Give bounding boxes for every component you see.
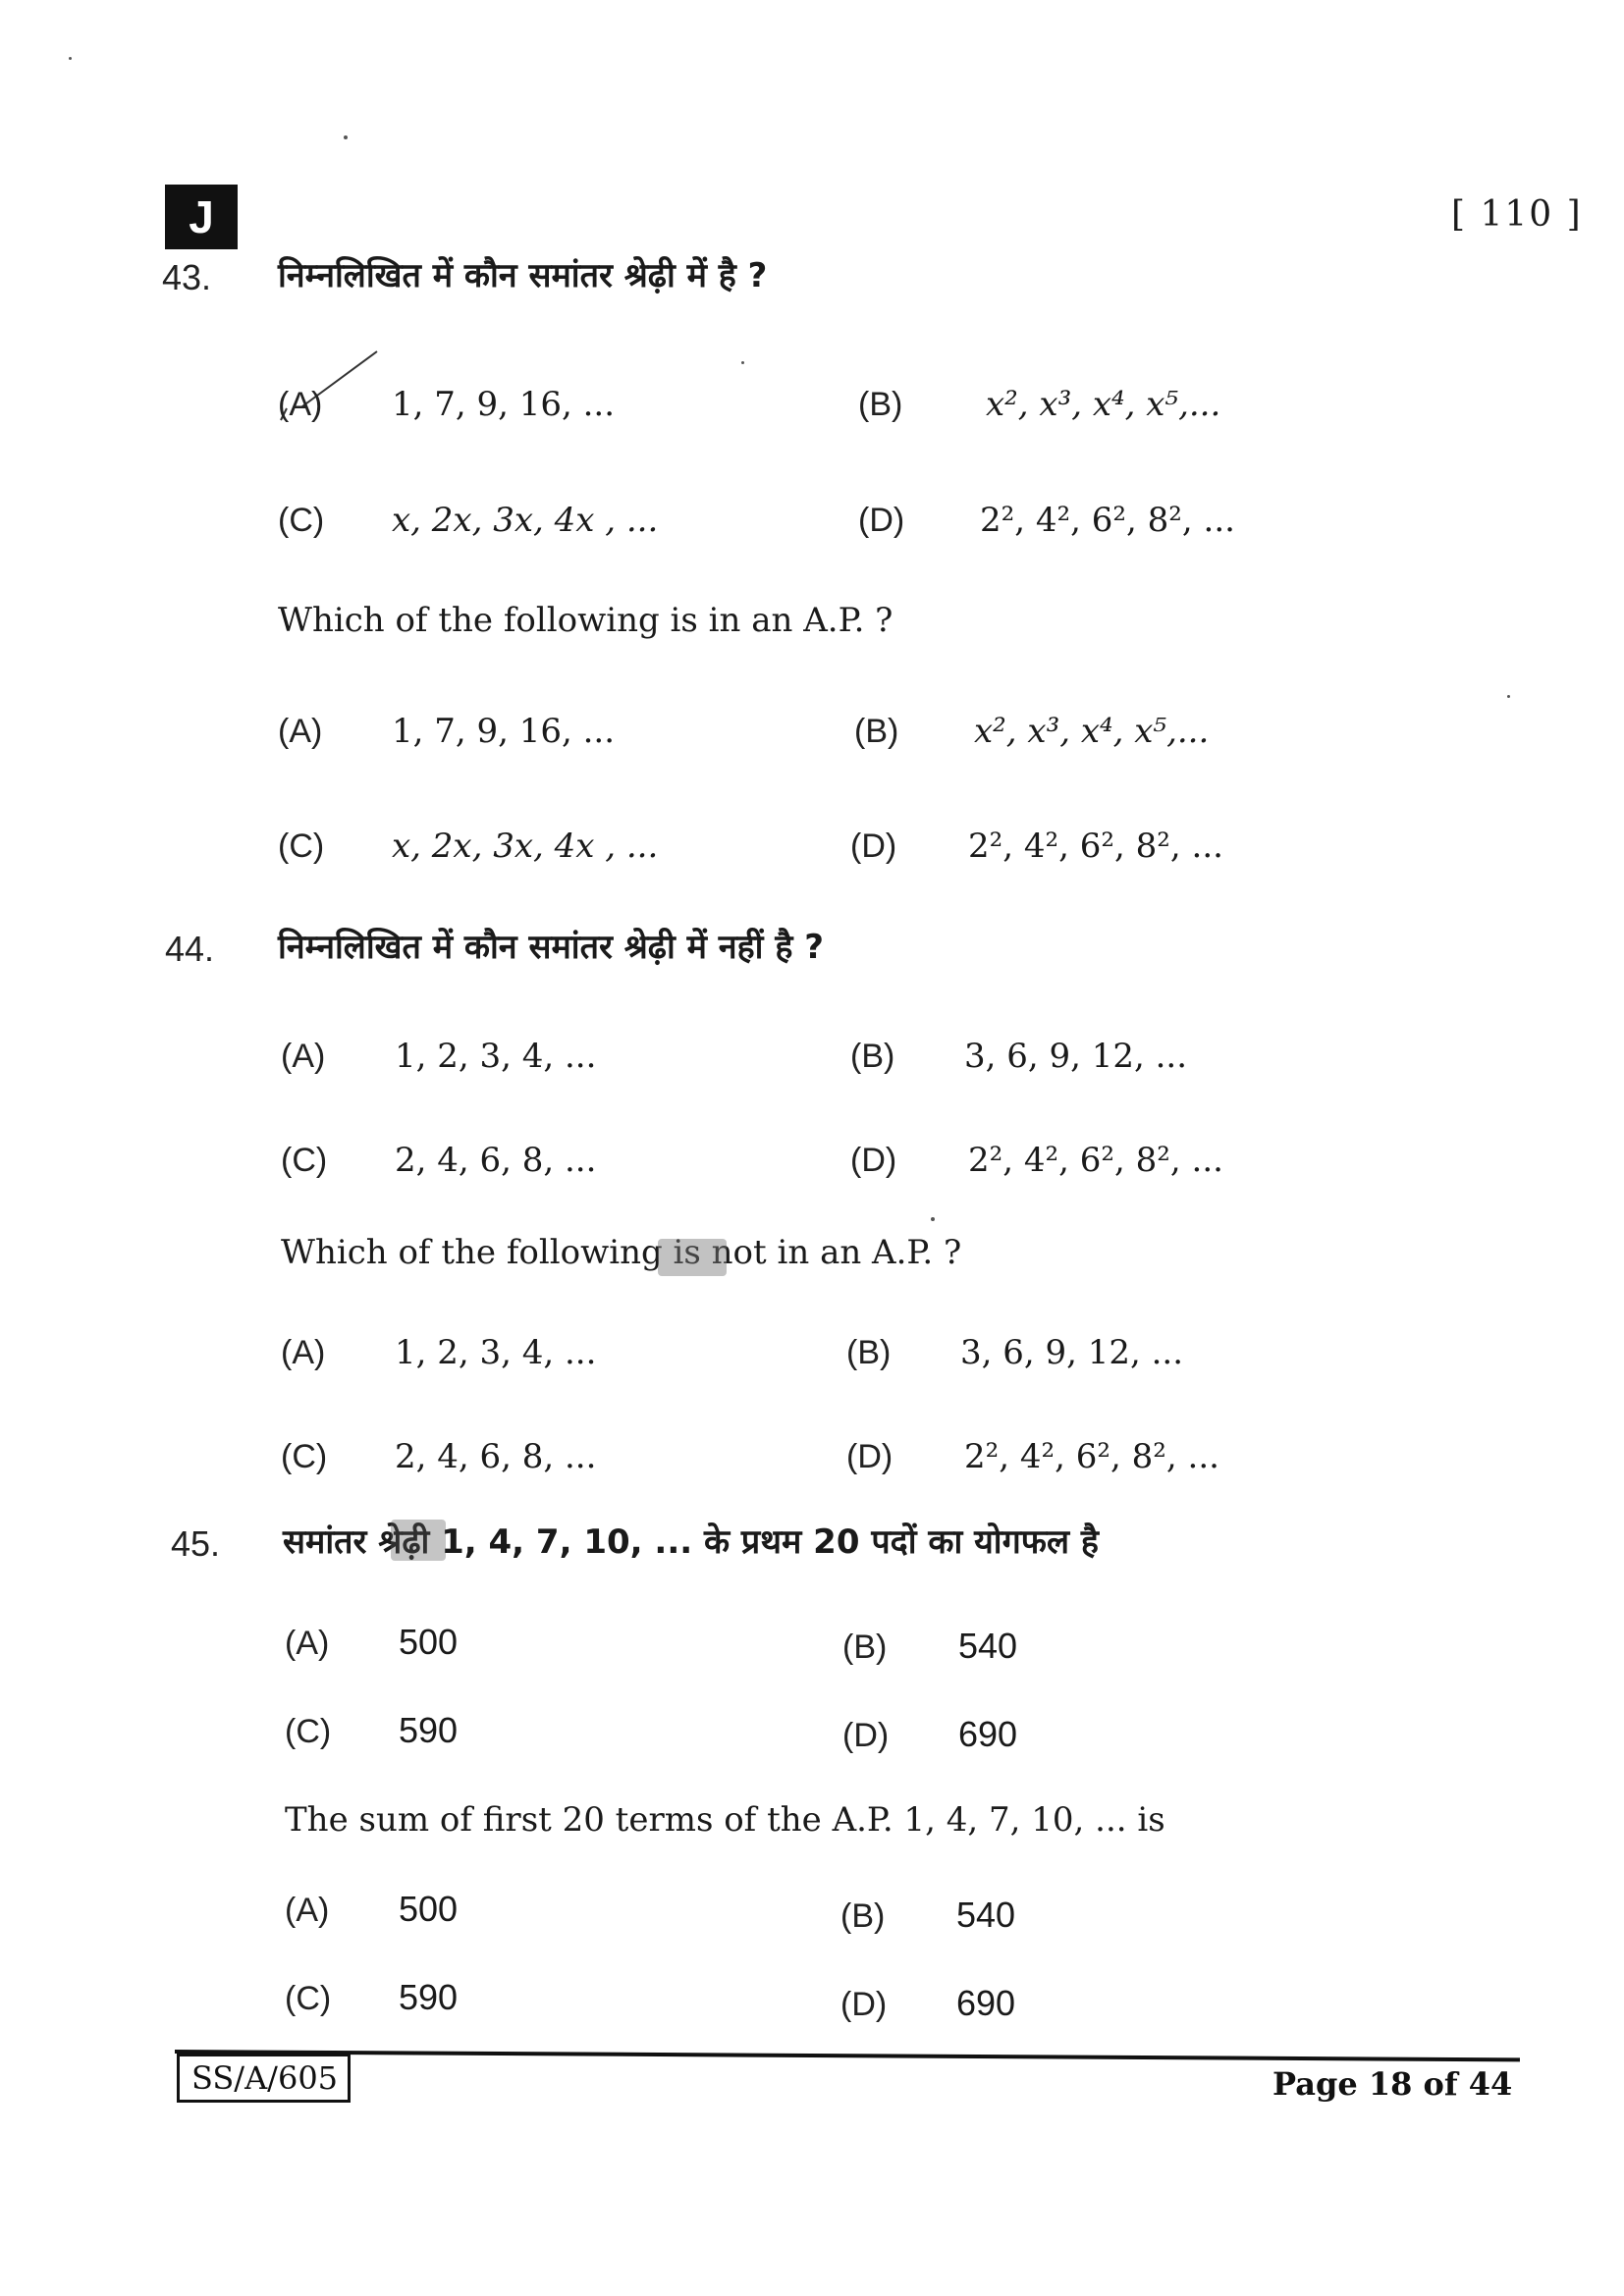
option-a (281, 1333, 596, 1372)
option-value: 1, 2, 3, 4, ... (395, 1037, 597, 1076)
option-value: 1, 7, 9, 16, ... (392, 385, 616, 424)
scan-speck (69, 57, 72, 60)
option-label: (C) (278, 502, 325, 539)
option-value: 2², 4², 6², 8², ... (968, 827, 1223, 866)
option-label: (A) (278, 713, 323, 750)
option-label: (D) (846, 1438, 893, 1475)
option-label: (D) (840, 1986, 888, 2023)
option-value: 590 (399, 1710, 459, 1750)
option-label: (C) (285, 1713, 332, 1750)
footer-divider (175, 2050, 1520, 2061)
option-d (840, 1983, 1015, 2024)
option-value: 1, 7, 9, 16, ... (392, 712, 616, 751)
option-d (850, 1141, 1223, 1180)
option-value: 500 (399, 1889, 459, 1929)
option-label: (B) (846, 1334, 892, 1371)
option-label: (B) (858, 386, 903, 423)
scan-speck (931, 1217, 935, 1221)
option-c (278, 827, 658, 866)
option-value: x², x³, x⁴, x⁵,... (986, 385, 1221, 424)
question-text-english: Which of the following is in an A.P. ? (278, 601, 893, 640)
question-number: 43. (162, 257, 212, 297)
option-b (854, 712, 1209, 751)
option-d (858, 501, 1235, 540)
option-value: 690 (958, 1714, 1018, 1754)
option-a (278, 712, 615, 751)
option-b (842, 1626, 1017, 1667)
option-label: (C) (281, 1438, 328, 1475)
page-code: [ 110 ] (1451, 194, 1583, 235)
option-value: 3, 6, 9, 12, ... (964, 1037, 1188, 1076)
option-b (858, 385, 1220, 424)
scan-speck (344, 135, 348, 139)
option-value: x², x³, x⁴, x⁵,... (974, 712, 1210, 751)
option-label: (A) (281, 1038, 326, 1075)
scan-speck (741, 361, 744, 364)
option-value: 3, 6, 9, 12, ... (960, 1333, 1184, 1372)
option-label: (C) (281, 1142, 328, 1179)
ink-smudge (658, 1239, 727, 1276)
option-d (850, 827, 1223, 866)
set-code-badge: J (165, 185, 238, 249)
question-text-hindi: समांतर श्रेढ़ी 1, 4, 7, 10, ... के प्रथम 20 पदों का योगफल है (283, 1522, 1099, 1562)
option-label: (A) (285, 1625, 330, 1662)
page-indicator: Page 18 of 44 (1272, 2065, 1513, 2103)
question-text-hindi: निम्नलिखित में कौन समांतर श्रेढ़ी में नहीं है ? (278, 928, 824, 967)
option-label: (C) (278, 828, 325, 865)
scan-speck (1507, 695, 1510, 698)
option-value: 2², 4², 6², 8², ... (980, 501, 1235, 540)
option-b (850, 1037, 1187, 1076)
option-label: (A) (281, 1334, 326, 1371)
option-label: (C) (285, 1980, 332, 2017)
option-c (285, 1710, 458, 1751)
option-a (281, 1037, 596, 1076)
option-label: (B) (840, 1897, 886, 1935)
option-value: 500 (399, 1622, 459, 1662)
option-value: x, 2x, 3x, 4x , ... (392, 827, 659, 866)
option-label: (A) (285, 1892, 330, 1929)
option-c (278, 501, 658, 540)
option-value: 2, 4, 6, 8, ... (395, 1141, 597, 1180)
option-label: (A) (278, 386, 323, 423)
option-a (285, 1622, 458, 1663)
option-label: (B) (842, 1629, 888, 1666)
option-label: (D) (842, 1717, 890, 1754)
option-value: 690 (956, 1983, 1016, 2023)
option-label: (D) (858, 502, 905, 539)
option-c (281, 1437, 596, 1476)
option-label: (B) (850, 1038, 895, 1075)
question-text-english: The sum of first 20 terms of the A.P. 1, 4, 7, 10, ... is (285, 1800, 1165, 1840)
option-value: 540 (956, 1895, 1016, 1935)
option-value: 1, 2, 3, 4, ... (395, 1333, 597, 1372)
option-a (285, 1889, 458, 1930)
option-value: 2², 4², 6², 8², ... (968, 1141, 1223, 1180)
option-b (846, 1333, 1183, 1372)
ink-smudge (391, 1520, 446, 1561)
question-number: 45. (171, 1523, 221, 1564)
option-d (842, 1714, 1017, 1755)
option-a (278, 385, 615, 424)
option-c (285, 1977, 458, 2018)
option-label: (B) (854, 713, 899, 750)
option-label: (D) (850, 828, 897, 865)
question-text-english: Which of the following is not in an A.P. ? (281, 1233, 962, 1272)
question-number: 44. (165, 929, 215, 969)
paper-code: SS/A/605 (177, 2054, 351, 2103)
option-value: x, 2x, 3x, 4x , ... (392, 501, 659, 540)
option-value: 540 (958, 1626, 1018, 1666)
option-value: 2, 4, 6, 8, ... (395, 1437, 597, 1476)
option-d (846, 1437, 1219, 1476)
option-value: 590 (399, 1977, 459, 2017)
option-b (840, 1895, 1015, 1936)
option-value: 2², 4², 6², 8², ... (964, 1437, 1219, 1476)
option-label: (D) (850, 1142, 897, 1179)
option-c (281, 1141, 596, 1180)
question-text-hindi: निम्नलिखित में कौन समांतर श्रेढ़ी में है ? (278, 256, 768, 295)
